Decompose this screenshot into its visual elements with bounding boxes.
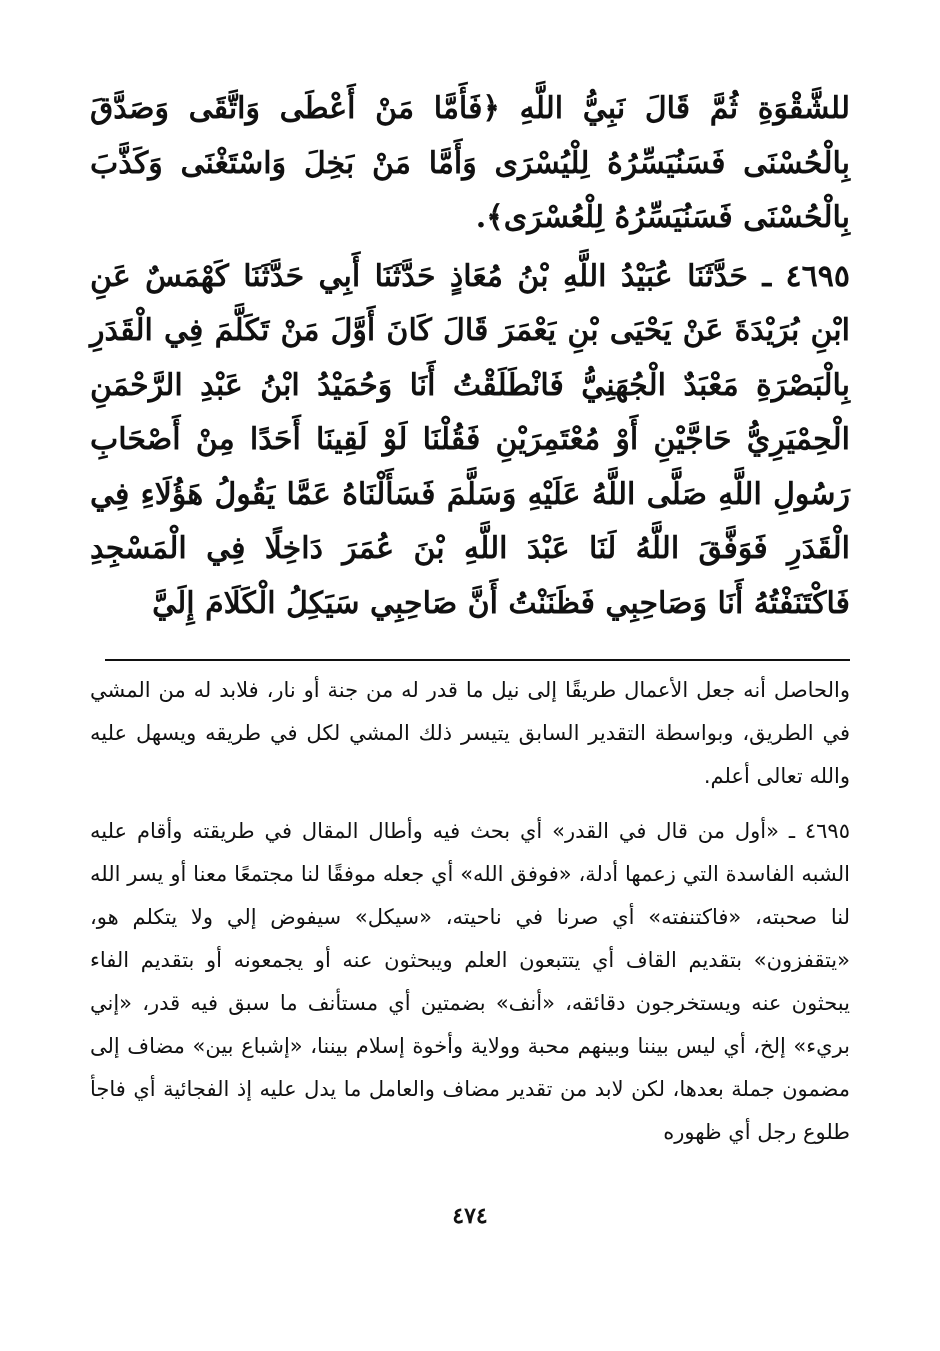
hadith-text xyxy=(90,82,850,631)
commentary-section xyxy=(90,669,850,1154)
footnote-divider xyxy=(105,659,850,661)
hadith-paragraph-2: ٤٦٩٥ ـ حَدَّثَنَا عُبَيْدُ اللَّهِ بْنُ مُعَاذٍ حَدَّثَنَا أَبِي حَدَّثَنَا كَهْمَسٌ عَنِ ابْنِ بُرَيْدَةَ عَنْ يَحْيَى بْنِ يَعْمَرَ قَالَ كَانَ أَوَّلَ مَنْ تَكَلَّمَ فِي الْقَدَرِ بِالْبَصْرَةِ مَعْبَدٌ الْجُهَنِيُّ فَانْطَلَقْتُ أَنَا وَحُمَيْدُ ابْنُ عَبْدِ الرَّحْمَنِ الْحِمْيَرِيُّ حَاجَّيْنِ أَوْ مُعْتَمِرَيْنِ فَقُلْنَا لَوْ لَقِينَا أَحَدًا مِنْ أَصْحَابِ رَسُولِ اللَّهِ صَلَّى اللَّهُ عَلَيْهِ وَسَلَّمَ فَسَأَلْنَاهُ عَمَّا يَقُولُ هَؤُلَاءِ فِي الْقَدَرِ فَوَفَّقَ اللَّهُ لَنَا عَبْدَ اللَّهِ بْنَ عُمَرَ دَاخِلًا فِي الْمَسْجِدِ فَاكْتَنَفْتُهُ أَنَا وَصَاحِبِي فَظَنَنْتُ أَنَّ صَاحِبِي سَيَكِلُ الْكَلَامَ إِلَيَّ xyxy=(90,258,850,621)
commentary-paragraph-1: والحاصل أنه جعل الأعمال طريقًا إلى نيل ما قدر له من جنة أو نار، فلابد له من المشي في الطريق، وبواسطة التقدير السابق يتيسر ذلك المشي لكل في طريقه ويسهل عليه والله تعالى أعلم. xyxy=(90,678,850,788)
hadith-paragraph-1: للشَّقْوَةِ ثُمَّ قَالَ نَبِيُّ اللَّهِ ﴿فَأَمَّا مَنْ أَعْطَى وَاتَّقَى وَصَدَّقَ بِالْحُسْنَى فَسَنُيَسِّرُهُ لِلْيُسْرَى وَأَمَّا مَنْ بَخِلَ وَاسْتَغْنَى وَكَذَّبَ بِالْحُسْنَى فَسَنُيَسِّرُهُ لِلْعُسْرَى﴾. xyxy=(90,91,850,235)
page-number: ٤٧٤ xyxy=(452,1203,488,1229)
document-page xyxy=(90,82,850,1154)
commentary-paragraph-2: ٤٦٩٥ ـ «أول من قال في القدر» أي بحث فيه وأطال المقال في طريقته وأقام عليه الشبه الفاسدة التي زعمها أدلة، «فوفق الله» أي جعله موفقًا لنا مجتمعًا معنا أو يسر الله لنا صحبته، «فاكتنفته» أي صرنا في ناحيته، «سيكل» سيفوض إلي ولا يتكلم هو، «يتقفزون» بتقديم القاف أي يتتبعون العلم ويبحثون عنه أو يجمعونه أو بتقديم الفاء يبحثون عنه ويستخرجون دقائقه، «أنف» بضمتين أي مستأنف ما سبق فيه قدر، «إني بريء» إلخ، أي ليس بيننا وبينهم محبة وولاية وأخوة إسلام بيننا، «إشباع بين» مضاف إلى مضمون جملة بعدها، لكن لابد من تقدير مضاف والعامل ما يدل عليه إذ الفجائية أي فاجأ طلوع رجل أي ظهوره xyxy=(90,819,850,1144)
